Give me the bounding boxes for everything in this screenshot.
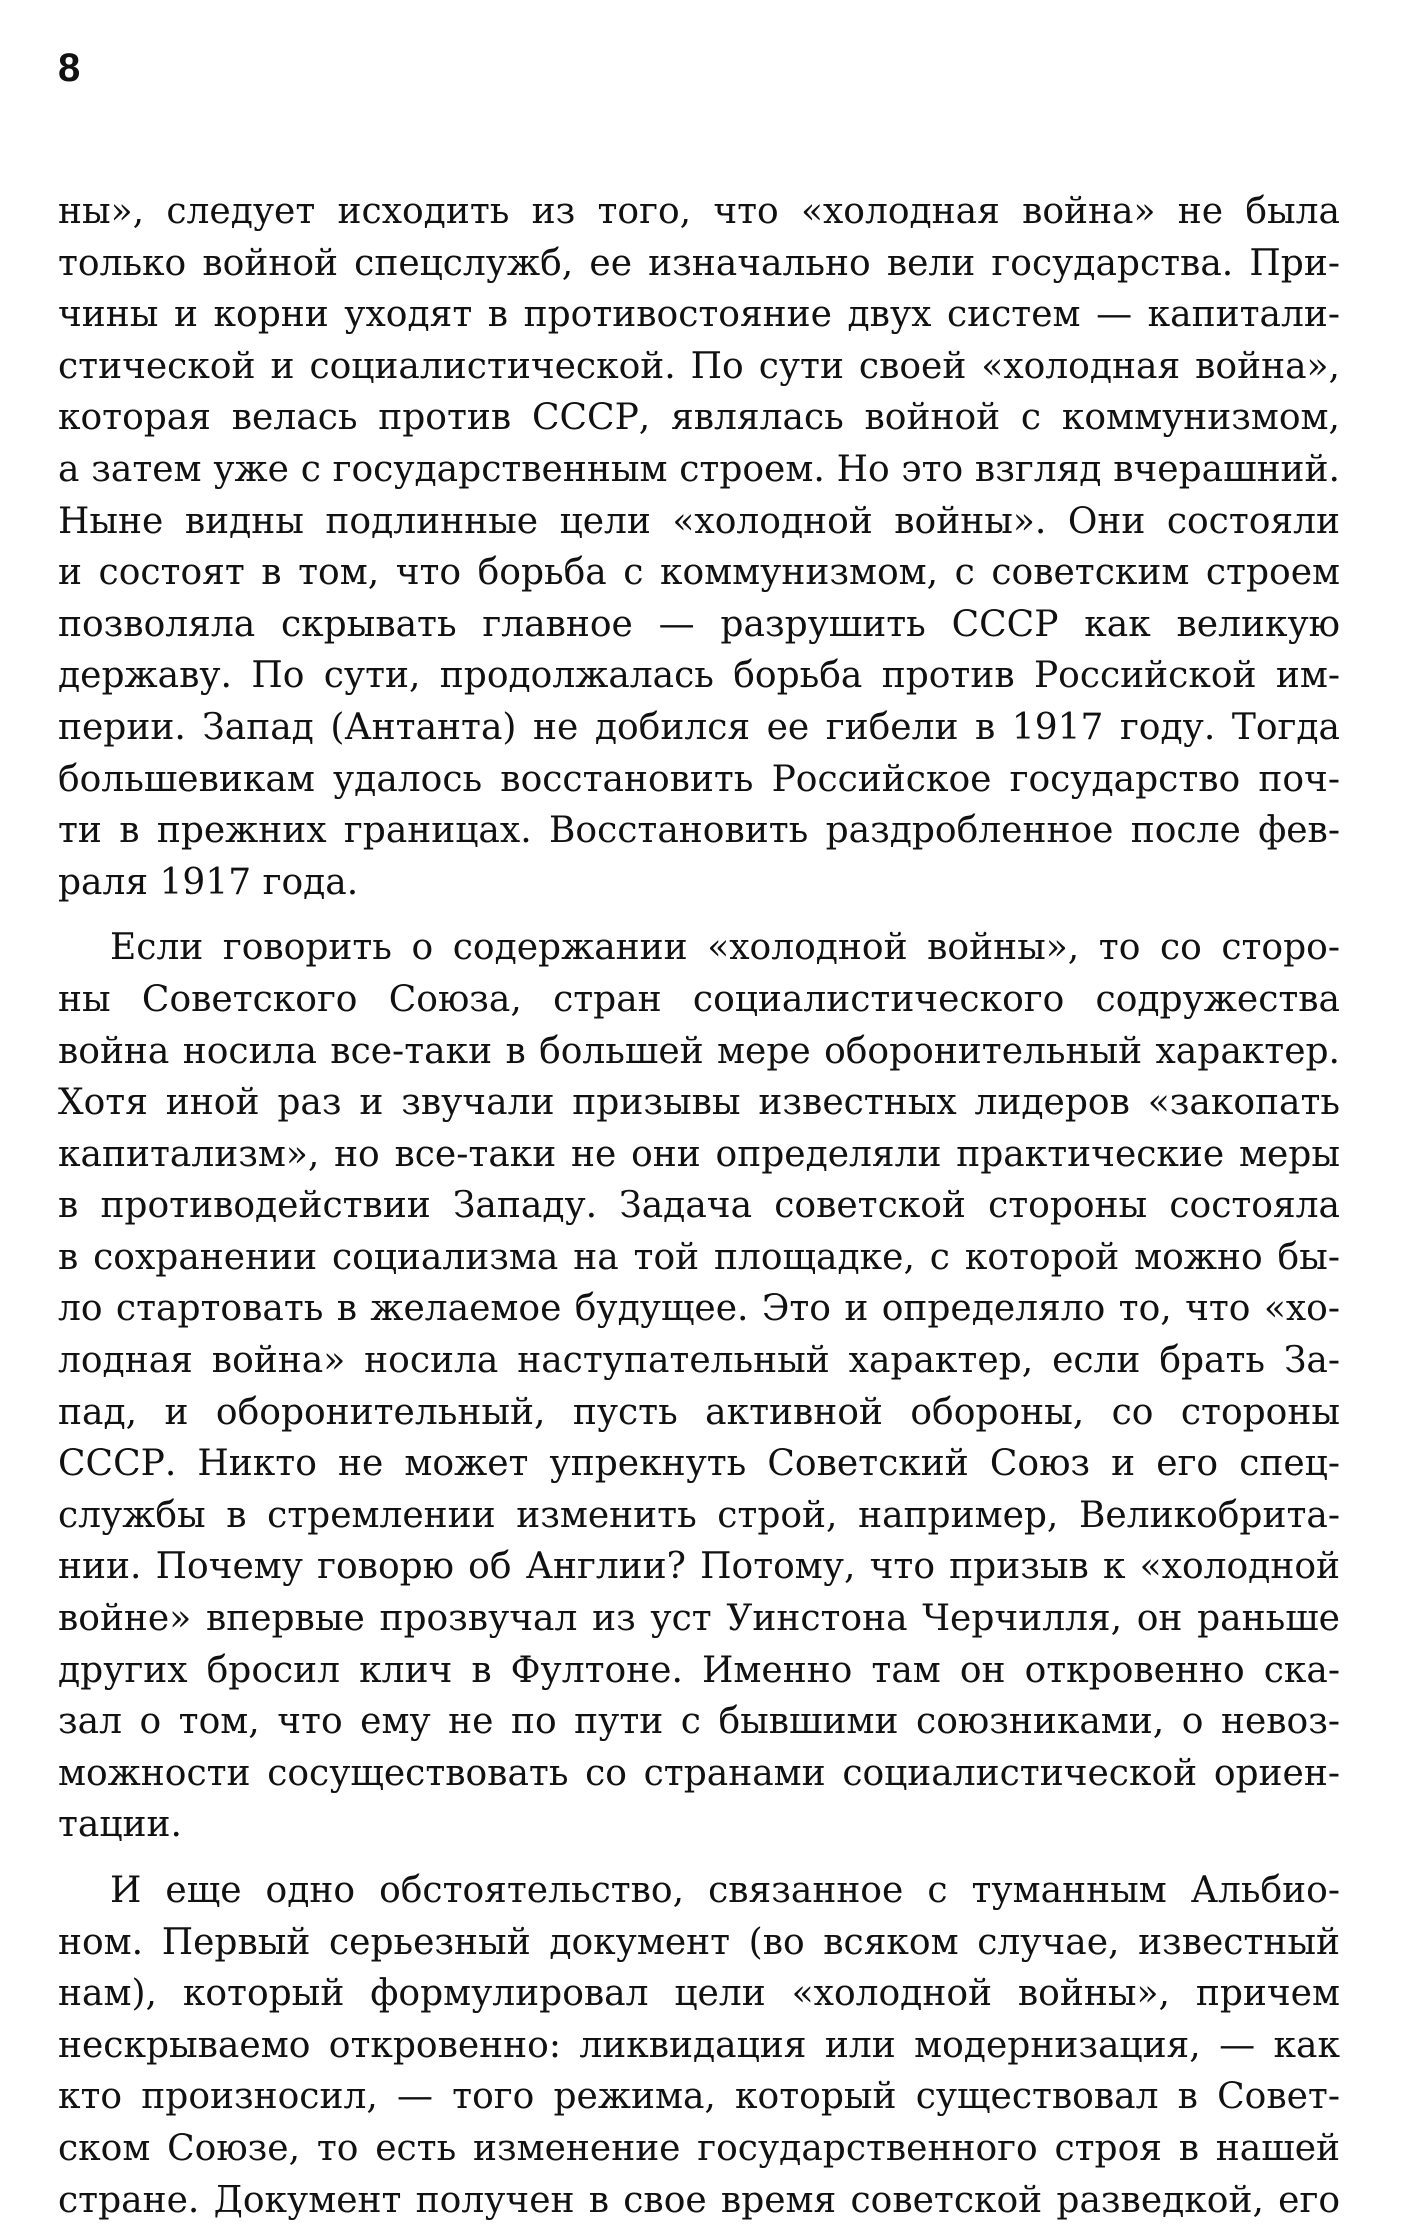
text-line: лодная война» носила наступательный характер, если брать За- bbox=[58, 1340, 1340, 1382]
text-line: можности сосуществовать со странами социалистической ориен- bbox=[58, 1752, 1340, 1794]
text-line: раля 1917 года. bbox=[58, 861, 359, 903]
text-line: а затем уже с государственным строем. Но это взгляд вчерашний. bbox=[58, 448, 1340, 490]
text-line: Хотя иной раз и звучали призывы известных лидеров «закопать bbox=[58, 1082, 1340, 1124]
paragraph-gap bbox=[58, 908, 1340, 922]
text-line: И еще одно обстоятельство, связанное с туманным Альбио- bbox=[110, 1870, 1340, 1911]
page-number: 8 bbox=[58, 46, 81, 90]
text-line: ском Союзе, то есть изменение государственного строя в нашей bbox=[58, 2127, 1340, 2169]
text-line: зал о том, что ему не по пути с бывшими союзниками, о невоз- bbox=[58, 1701, 1340, 1743]
text-line: война носила все-таки в большей мере оборонительный характер. bbox=[58, 1030, 1340, 1072]
text-line: ны Советского Союза, стран социалистического содружества bbox=[58, 978, 1340, 1020]
paragraph-3 bbox=[58, 1865, 1340, 2226]
text-line: большевикам удалось восстановить Российское государство поч- bbox=[58, 758, 1340, 800]
text-line: в противодействии Западу. Задача советской стороны состояла bbox=[58, 1185, 1340, 1227]
text-line: только войной спецслужб, ее изначально вели государства. При- bbox=[58, 242, 1340, 284]
text-line: капитализм», но все-таки не они определяли практические меры bbox=[58, 1133, 1340, 1175]
text-line: в сохранении социализма на той площадке, с которой можно бы- bbox=[58, 1236, 1340, 1278]
text-line: нескрываемо откровенно: ликвидация или модернизация, — как bbox=[58, 2024, 1340, 2066]
paragraph-1 bbox=[58, 186, 1340, 908]
text-line: ло стартовать в желаемое будущее. Это и определяло то, что «хо- bbox=[58, 1288, 1340, 1330]
text-line: ны», следует исходить из того, что «холодная война» не была bbox=[58, 191, 1340, 232]
text-line: которая велась против СССР, являлась войной с коммунизмом, bbox=[58, 397, 1340, 439]
text-line: и состоят в том, что борьба с коммунизмом, с советским строем bbox=[58, 552, 1340, 594]
text-line: кто произносил, — того режима, который существовал в Совет- bbox=[58, 2076, 1340, 2118]
text-line: СССР. Никто не может упрекнуть Советский Союз и его спец- bbox=[58, 1443, 1340, 1485]
text-line: ти в прежних границах. Восстановить раздробленное после фев- bbox=[58, 810, 1340, 852]
text-line: державу. По сути, продолжалась борьба против Российской им- bbox=[58, 655, 1340, 697]
text-line: службы в стремлении изменить строй, например, Великобрита- bbox=[58, 1494, 1340, 1536]
text-line: войне» впервые прозвучал из уст Уинстона Черчилля, он раньше bbox=[58, 1598, 1340, 1640]
text-line: Если говорить о содержании «холодной войны», то со сторо- bbox=[110, 927, 1340, 969]
text-line: пад, и оборонительный, пусть активной обороны, со стороны bbox=[58, 1391, 1340, 1433]
text-line: Ныне видны подлинные цели «холодной войны». Они состояли bbox=[58, 500, 1340, 542]
paragraph-2 bbox=[58, 922, 1340, 1851]
text-line: других бросил клич в Фултоне. Именно там он откровенно ска- bbox=[58, 1649, 1340, 1691]
text-line: перии. Запад (Антанта) не добился ее гибели в 1917 году. Тогда bbox=[58, 706, 1340, 748]
paragraph-gap bbox=[58, 1851, 1340, 1865]
text-line: позволяла скрывать главное — разрушить СССР как великую bbox=[58, 603, 1340, 645]
text-line: чины и корни уходят в противостояние двух систем — капитали- bbox=[58, 294, 1340, 336]
text-line: нам), который формулировал цели «холодной войны», причем bbox=[58, 1973, 1340, 2015]
text-line: стране. Документ получен в свое время советской разведкой, его bbox=[58, 2179, 1340, 2221]
text-line: тации. bbox=[58, 1804, 182, 1846]
body-text bbox=[58, 186, 1340, 2226]
text-line: стической и социалистической. По сути своей «холодная война», bbox=[58, 345, 1340, 387]
text-line: ном. Первый серьезный документ (во всяком случае, известный bbox=[58, 1921, 1340, 1963]
text-line: нии. Почему говорю об Англии? Потому, что призыв к «холодной bbox=[58, 1546, 1340, 1588]
